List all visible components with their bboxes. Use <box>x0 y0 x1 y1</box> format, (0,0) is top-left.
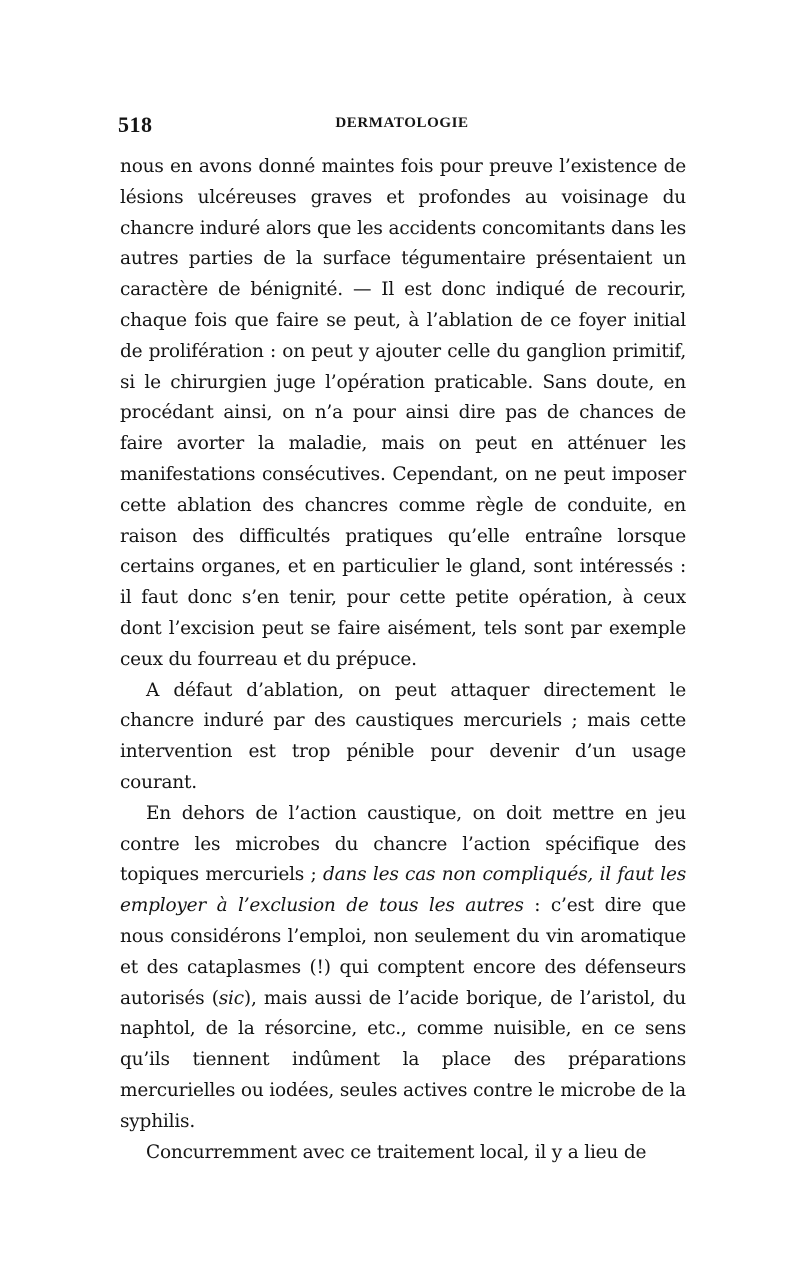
page-header <box>118 112 686 142</box>
text-segment: Concurremment avec ce traitement local, il y a lieu de <box>146 1141 647 1163</box>
text-segment: nous en avons donné maintes fois pour preuve l’existence de lésions ulcéreuses graves et profondes au voisinage du chancre induré alors que les accidents concomitants dans les autres parties de la surface tégumentaire présentaient un caractère de bénignité. — Il est donc indiqué de recourir, chaque fois que faire se peut, à l’ablation de ce foyer initial de prolifération : on peut y ajouter celle du ganglion primitif, si le chirurgien juge l’opération praticable. Sans doute, en procédant ainsi, on n’a pour ainsi dire pas de chances de faire avorter la maladie, mais on peut en atténuer les manifestations consécutives. Cependant, on ne peut imposer cette ablation des chancres comme règle de conduite, en raison des difficultés pratiques qu’elle entraîne lorsque certains organes, et en particulier le gland, sont intéressés : il faut donc s’en tenir, pour cette petite opération, à ceux dont l’excision peut se faire aisément, tels sont par exemple ceux du fourreau et du prépuce. <box>120 156 686 670</box>
italic-segment: dans les cas non compliqués, il faut les employer à l’exclusion de tous les autres <box>120 864 686 917</box>
page-number: 518 <box>118 112 153 137</box>
running-title: DERMATOLOGIE <box>335 115 469 131</box>
text-segment: ), mais aussi de l’acide borique, de l’aristol, du naphtol, de la résorcine, etc., comme nuisible, en ce sens qu’ils tiennent indûment la place des préparations mercurielles ou iodées, seules actives contre le microbe de la syphilis. <box>120 987 686 1132</box>
paragraph-1 <box>120 152 686 676</box>
text-segment: : c’est dire que nous considérons l’emploi, non seulement du vin aromatique et des cataplasmes (!) qui comptent encore des défenseurs autorisés ( <box>120 895 687 1009</box>
body-text <box>120 152 686 1168</box>
paragraph-4 <box>120 1138 686 1169</box>
text-segment: A défaut d’ablation, on peut attaquer directement le chancre induré par des caustiques mercuriels ; mais cette intervention est trop pénible pour devenir d’un usage courant. <box>120 679 686 793</box>
italic-segment: sic <box>218 987 244 1009</box>
text-segment: En dehors de l’action caustique, on doit mettre en jeu contre les microbes du chancre l’action spécifique des topiques mercuriels ; <box>120 802 686 886</box>
paragraph-2 <box>120 676 686 799</box>
paragraph-3 <box>120 799 686 1138</box>
